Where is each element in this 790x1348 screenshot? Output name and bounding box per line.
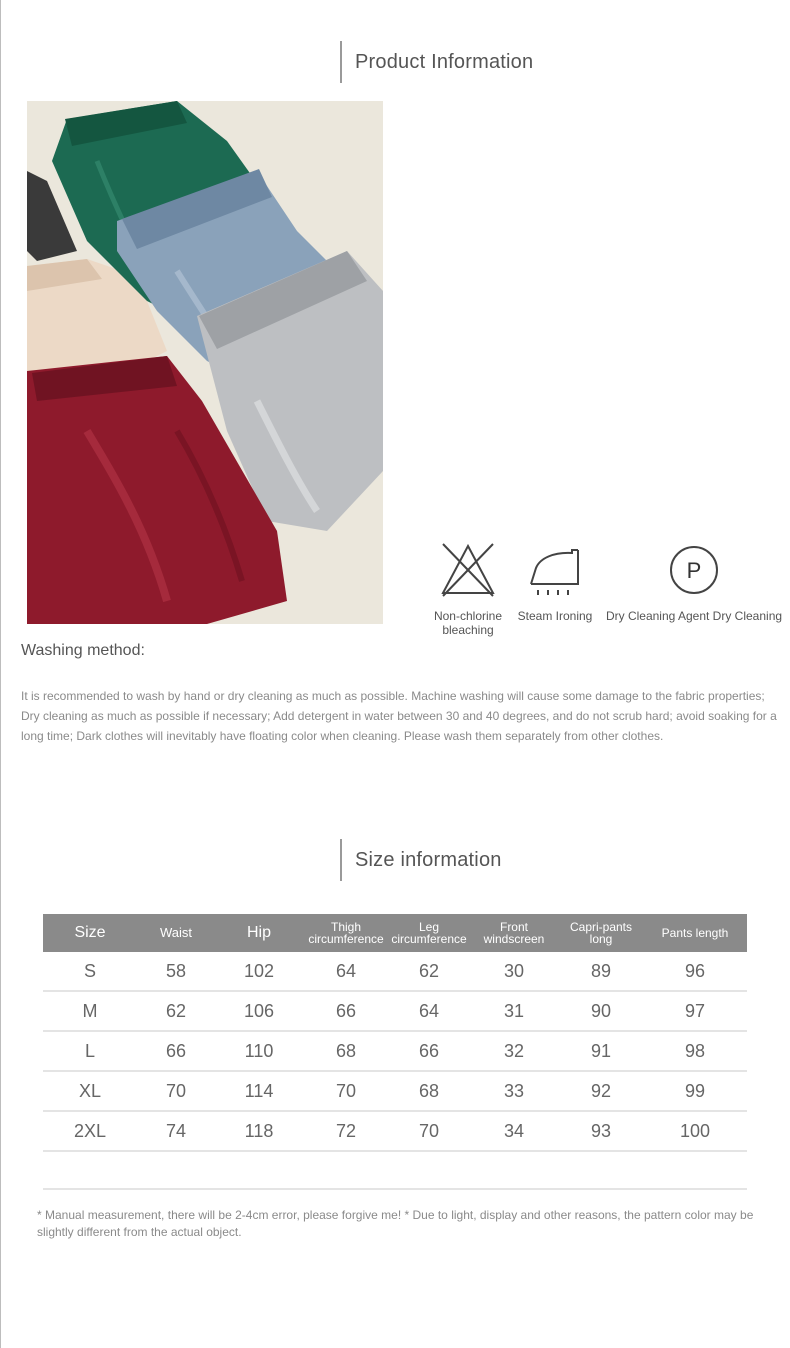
cell-front: 31 bbox=[469, 991, 559, 1031]
non-chlorine-bleach-icon bbox=[439, 540, 497, 598]
size-table bbox=[43, 914, 747, 1152]
cell-waist: 62 bbox=[137, 991, 215, 1031]
heading-divider bbox=[340, 41, 342, 83]
cell-front: 30 bbox=[469, 952, 559, 991]
header-size: Size bbox=[43, 914, 137, 952]
cell-size: S bbox=[43, 952, 137, 991]
cell-size: L bbox=[43, 1031, 137, 1071]
header-length: Pants length bbox=[643, 914, 747, 952]
header-leg: Leg circumference bbox=[389, 914, 469, 952]
cell-leg: 70 bbox=[389, 1111, 469, 1151]
cell-leg: 62 bbox=[389, 952, 469, 991]
size-table-header bbox=[43, 914, 747, 952]
cell-thigh: 68 bbox=[303, 1031, 389, 1071]
header-hip: Hip bbox=[215, 914, 303, 952]
size-info-heading bbox=[340, 839, 502, 881]
cell-front: 34 bbox=[469, 1111, 559, 1151]
cell-hip: 106 bbox=[215, 991, 303, 1031]
cell-length: 100 bbox=[643, 1111, 747, 1151]
cell-capri: 89 bbox=[559, 952, 643, 991]
table-bottom-divider bbox=[43, 1188, 747, 1190]
header-waist: Waist bbox=[137, 914, 215, 952]
dryclean-label: Dry Cleaning Agent Dry Cleaning bbox=[605, 609, 783, 623]
cell-size: 2XL bbox=[43, 1111, 137, 1151]
washing-method-title: Washing method: bbox=[21, 642, 145, 659]
cell-length: 99 bbox=[643, 1071, 747, 1111]
care-item-dryclean bbox=[603, 540, 785, 623]
cell-hip: 110 bbox=[215, 1031, 303, 1071]
cell-leg: 66 bbox=[389, 1031, 469, 1071]
heading-divider bbox=[340, 839, 342, 881]
table-row bbox=[43, 952, 747, 991]
table-row bbox=[43, 991, 747, 1031]
cell-leg: 68 bbox=[389, 1071, 469, 1111]
cell-size: XL bbox=[43, 1071, 137, 1111]
cell-thigh: 70 bbox=[303, 1071, 389, 1111]
care-item-bleach bbox=[428, 540, 508, 637]
product-photo bbox=[27, 101, 383, 624]
cell-thigh: 66 bbox=[303, 991, 389, 1031]
table-row bbox=[43, 1111, 747, 1151]
cell-length: 98 bbox=[643, 1031, 747, 1071]
cell-size: M bbox=[43, 991, 137, 1031]
cell-length: 96 bbox=[643, 952, 747, 991]
cell-waist: 58 bbox=[137, 952, 215, 991]
cell-hip: 114 bbox=[215, 1071, 303, 1111]
cell-front: 33 bbox=[469, 1071, 559, 1111]
size-info-title: Size information bbox=[355, 848, 502, 871]
table-row bbox=[43, 1071, 747, 1111]
washing-method-text: It is recommended to wash by hand or dry cleaning as much as possible. Machine washing will cause some damage to the fabric properties; Dry cleaning as much as possible if necessary; Add detergent in water between 30 and 40 degrees, and do not scrub hard; avoid soaking for a long time; Dark clothes will inevitably have floating color when cleaning. Please wash them separately from other clothes. bbox=[21, 689, 777, 743]
cell-capri: 92 bbox=[559, 1071, 643, 1111]
measurement-note: * Manual measurement, there will be 2-4cm error, please forgive me! * Due to light, display and other reasons, the pattern color may be slightly different from the actual object. bbox=[37, 1208, 754, 1239]
bleach-label: Non-chlorine bleaching bbox=[433, 609, 503, 637]
cell-capri: 90 bbox=[559, 991, 643, 1031]
table-row bbox=[43, 1031, 747, 1071]
product-info-heading bbox=[340, 41, 533, 83]
cell-front: 32 bbox=[469, 1031, 559, 1071]
dry-clean-symbol: P bbox=[686, 558, 702, 583]
cell-hip: 118 bbox=[215, 1111, 303, 1151]
cell-capri: 91 bbox=[559, 1031, 643, 1071]
cell-capri: 93 bbox=[559, 1111, 643, 1151]
cell-length: 97 bbox=[643, 991, 747, 1031]
cell-leg: 64 bbox=[389, 991, 469, 1031]
steam-iron-icon bbox=[526, 540, 584, 598]
cell-thigh: 64 bbox=[303, 952, 389, 991]
iron-label: Steam Ironing bbox=[517, 609, 593, 623]
cell-thigh: 72 bbox=[303, 1111, 389, 1151]
header-capri: Capri-pants long bbox=[559, 914, 643, 952]
page-left-border bbox=[0, 0, 1, 1348]
header-thigh: Thigh circumference bbox=[303, 914, 389, 952]
care-item-iron bbox=[512, 540, 598, 623]
product-info-title: Product Information bbox=[355, 50, 534, 73]
cell-waist: 74 bbox=[137, 1111, 215, 1151]
cell-waist: 66 bbox=[137, 1031, 215, 1071]
cell-hip: 102 bbox=[215, 952, 303, 991]
cell-waist: 70 bbox=[137, 1071, 215, 1111]
header-front: Front windscreen bbox=[469, 914, 559, 952]
folded-pants-image bbox=[27, 101, 383, 624]
dry-clean-p-icon bbox=[665, 540, 723, 598]
